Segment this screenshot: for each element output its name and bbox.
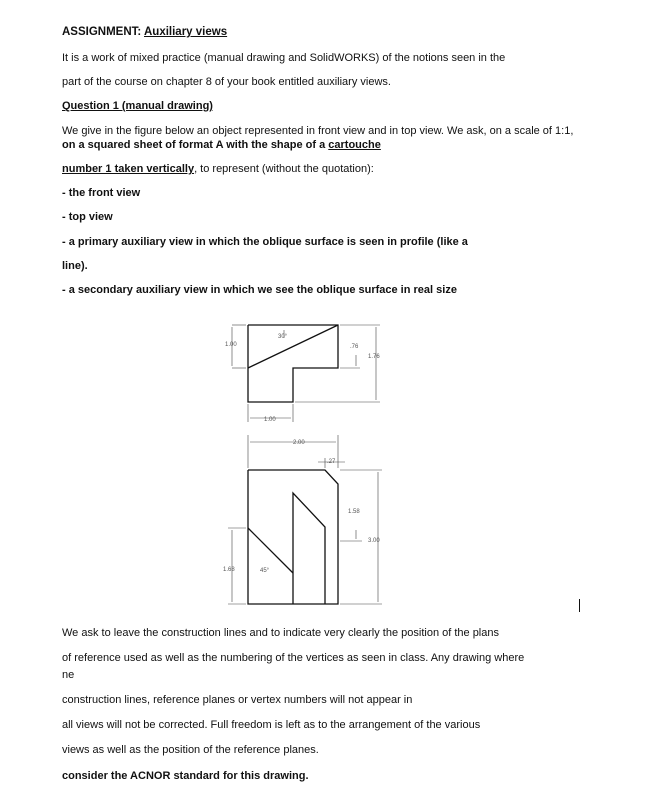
- shape-text: with the shape of a: [223, 139, 329, 151]
- dim-1-68: 1.68: [223, 567, 235, 573]
- dim-1-00-bottom: 1.00: [264, 417, 276, 423]
- paragraph-2-line-5: all views will not be corrected. Full freedom is left as to the arrangement of the various: [62, 719, 481, 731]
- paragraph-2-line-6: views as well as the position of the reference planes.: [62, 744, 319, 756]
- dim-1-00-left: 1.00: [225, 342, 237, 348]
- question-1-heading: Question 1 (manual drawing): [62, 100, 213, 112]
- title-prefix: ASSIGNMENT:: [62, 26, 144, 38]
- intro-line-2: part of the course on chapter 8 of your book entitled auxiliary views.: [62, 76, 391, 88]
- format-a-text: on a squared sheet of format A: [62, 139, 224, 151]
- paragraph-2-line-2: of reference used as well as the numbering of the vertices as seen in class. Any drawing where: [62, 652, 525, 664]
- cartouche-text: cartouche: [328, 139, 381, 151]
- item-primary-auxiliary-1: - a primary auxiliary view in which the oblique surface is seen in profile (like a: [62, 236, 468, 248]
- dim-30-deg: 30°: [278, 334, 288, 340]
- front-view-outline: [248, 325, 338, 402]
- paragraph-1-line-1: We give in the figure below an object represented in front view and in top view. We ask, on a scale of 1:1,: [62, 125, 574, 137]
- item-primary-auxiliary-2: line).: [62, 260, 88, 272]
- paragraph-2-line-7: consider the ACNOR standard for this drawing.: [62, 770, 309, 782]
- top-view-inner-edge: [293, 493, 325, 604]
- paragraph-2-line-4: construction lines, reference planes or vertex numbers will not appear in: [62, 694, 413, 706]
- item-secondary-auxiliary: - a secondary auxiliary view in which we see the oblique surface in real size: [62, 284, 457, 296]
- paragraph-2-line-3: ne: [62, 669, 75, 681]
- quotation-text: , to represent (without the quotation):: [194, 163, 374, 175]
- front-view-oblique-edge: [248, 325, 338, 368]
- number-1-text: number 1 taken vertically: [62, 163, 195, 175]
- paragraph-2-line-1: We ask to leave the construction lines and to indicate very clearly the position of the plans: [62, 627, 499, 639]
- dim-0-27: .27: [327, 459, 336, 465]
- dim-45-deg: 45°: [260, 568, 270, 574]
- top-view-45-edge: [248, 528, 293, 573]
- dim-2-00: 2.00: [293, 440, 305, 446]
- dim-1-76: 1.76: [368, 354, 380, 360]
- text-cursor: [579, 599, 580, 612]
- title-link[interactable]: Auxiliary views: [144, 26, 228, 38]
- dim-1-58: 1.58: [348, 509, 360, 515]
- dim-3-00: 3.00: [368, 538, 380, 544]
- item-front-view: - the front view: [62, 187, 141, 199]
- item-top-view: - top view: [62, 211, 113, 223]
- intro-line-1: It is a work of mixed practice (manual drawing and SolidWORKS) of the notions seen in the: [62, 52, 506, 64]
- dim-0-76: .76: [350, 344, 359, 350]
